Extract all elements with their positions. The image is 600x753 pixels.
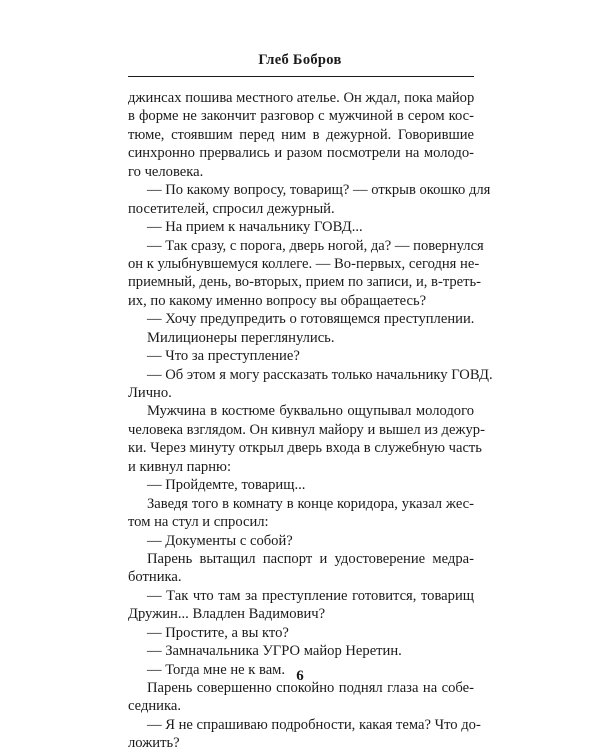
text-line: том на стул и спросил:: [128, 514, 269, 531]
text-line: приемный, день, во-вторых, прием по записи, и, в-треть-: [128, 274, 482, 291]
text-line: — На прием к начальнику ГОВД...: [147, 219, 363, 236]
text-line: джинсах пошива местного ателье. Он ждал, пока майор: [128, 90, 475, 106]
text-line: ботника.: [128, 569, 182, 586]
text-line: посетителей, спросил дежурный.: [128, 200, 335, 217]
body-text: [128, 89, 493, 753]
text-line: в форме не закончит разговор с мужчиной в сером кос-: [128, 108, 474, 125]
text-line: — Так что там за преступление готовится, товарищ: [147, 587, 474, 604]
text-line: Милиционеры переглянулись.: [147, 329, 335, 346]
text-line: седника.: [128, 698, 181, 715]
text-line: — Что за преступление?: [147, 348, 300, 365]
text-line: — Так сразу, с порога, дверь ногой, да? — повернулся: [147, 237, 484, 254]
text-line: человека взглядом. Он кивнул майору и вышел из дежур-: [128, 421, 485, 438]
text-line: ки. Через минуту открыл дверь входа в служебную часть: [128, 440, 482, 457]
header-rule: [128, 76, 474, 77]
text-line: Лично.: [128, 385, 172, 401]
running-head: Глеб Бобров: [258, 52, 342, 68]
text-line: — Тогда мне не к вам.: [147, 661, 286, 678]
text-line: Парень совершенно спокойно поднял глаза на собе-: [147, 680, 474, 696]
text-line: Парень вытащил паспорт и удостоверение медра-: [147, 550, 474, 567]
text-line: — Хочу предупредить о готовящемся преступлении.: [147, 311, 475, 328]
text-line: тюме, стоявшим перед ним в дежурной. Говорившие: [128, 126, 474, 143]
text-line: — Замначальника УГРО майор Неретин.: [147, 643, 402, 660]
text-line: — Документы с собой?: [147, 532, 293, 549]
text-line: — Пройдемте, товарищ...: [147, 477, 306, 494]
page-number: 6: [296, 668, 304, 684]
text-line: — По какому вопросу, товарищ? — открыв окошко для: [147, 182, 491, 199]
text-line: — Об этом я могу рассказать только начальнику ГОВД.: [147, 366, 493, 383]
text-line: синхронно прервались и разом посмотрели на молодо-: [128, 145, 474, 162]
text-line: Мужчина в костюме буквально ощупывал молодого: [147, 403, 474, 420]
text-line: и кивнул парню:: [128, 458, 231, 475]
text-line: Заведя того в комнату в конце коридора, указал жес-: [147, 495, 474, 512]
text-line: — Я не спрашиваю подробности, какая тема? Что до-: [147, 716, 481, 733]
text-line: ложить?: [128, 735, 180, 752]
text-line: — Простите, а вы кто?: [147, 624, 289, 641]
text-line: их, по какому именно вопросу вы обращаетесь?: [128, 292, 427, 309]
text-line: го человека.: [128, 163, 204, 180]
text-line: он к улыбнувшемуся коллеге. — Во-первых, сегодня не-: [128, 255, 480, 272]
text-line: Дружин... Владлен Вадимович?: [128, 606, 326, 623]
